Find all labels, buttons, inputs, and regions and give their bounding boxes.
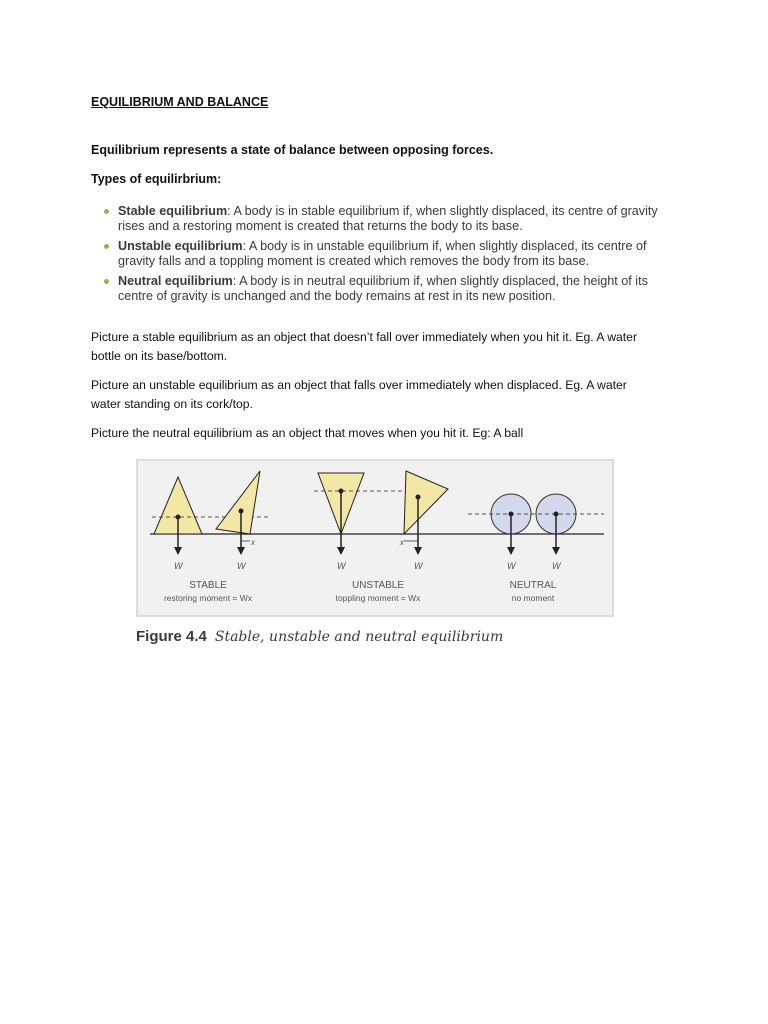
group-subtitle-neutral: no moment xyxy=(511,593,555,603)
group-title-neutral: NEUTRAL xyxy=(509,580,557,591)
bullet-dot-icon xyxy=(104,279,109,284)
bullet-text: : A body is in stable equilibrium if, when slightly displaced, its centre of gravity xyxy=(227,204,658,218)
equilibrium-diagram xyxy=(138,461,612,615)
bullet-term: Stable equilibrium xyxy=(118,204,228,218)
bullet-text: : A body is in unstable equilibrium if, when slightly displaced, its centre of xyxy=(242,239,647,253)
paragraph-stable xyxy=(91,328,681,366)
figure-caption-text: Stable, unstable and neutral equilibrium xyxy=(214,629,504,645)
bullet-dot-icon xyxy=(104,209,109,214)
paragraph-unstable xyxy=(91,376,681,414)
bullet-term: Unstable equilibrium xyxy=(118,239,243,253)
bullet-dot-icon xyxy=(104,244,109,249)
bullet-text: centre of gravity is unchanged and the body remains at rest in its new position. xyxy=(118,289,556,303)
bullet-term: Neutral equilibrium xyxy=(118,274,233,288)
figure-number: Figure 4.4 xyxy=(136,628,207,645)
document-heading: EQUILIBRIUM AND BALANCE xyxy=(91,95,269,109)
bullet-text: rises and a restoring moment is created that returns the body to its base. xyxy=(118,219,523,233)
list-item-stable xyxy=(103,204,713,234)
weight-label: W xyxy=(552,561,561,571)
weight-label: W xyxy=(174,561,183,571)
paragraph-neutral xyxy=(91,424,681,443)
paragraph-line: water standing on its cork/top. xyxy=(91,397,253,411)
paragraph-line: Picture an unstable equilibrium as an object that falls over immediately when displaced. Eg. A water xyxy=(91,378,627,392)
paragraph-line: Picture the neutral equilibrium as an object that moves when you hit it. Eg: A ball xyxy=(91,426,524,440)
equilibrium-figure xyxy=(136,459,614,617)
types-heading: Types of equilirbrium: xyxy=(91,172,222,186)
definition-text: Equilibrium represents a state of balance between opposing forces. xyxy=(91,143,494,157)
neutral-ball-2 xyxy=(536,494,576,555)
bullet-text: gravity falls and a toppling moment is created which removes the body from its base. xyxy=(118,254,590,268)
weight-label: W xyxy=(507,561,516,571)
displacement-label: x xyxy=(400,538,404,547)
equilibrium-types-list xyxy=(103,204,713,309)
figure-caption xyxy=(136,628,503,645)
group-title-stable: STABLE xyxy=(189,580,227,591)
weight-label: W xyxy=(337,561,346,571)
paragraph-line: Picture a stable equilibrium as an object that doesn’t fall over immediately when you hit it. Eg. A water xyxy=(91,330,638,344)
paragraph-line: bottle on its base/bottom. xyxy=(91,349,228,363)
weight-label: W xyxy=(237,561,246,571)
list-item-unstable xyxy=(103,239,713,269)
weight-label: W xyxy=(414,561,423,571)
bullet-text: : A body is in neutral equilibrium if, when slightly displaced, the height of its xyxy=(232,274,648,288)
group-subtitle-stable: restoring moment = Wx xyxy=(163,593,253,603)
neutral-ball-1 xyxy=(491,494,531,555)
list-item-neutral xyxy=(103,274,713,304)
displacement-label: x xyxy=(251,538,255,547)
group-subtitle-unstable: toppling moment = Wx xyxy=(335,593,421,603)
unstable-tilted-triangle xyxy=(404,471,448,555)
group-title-unstable: UNSTABLE xyxy=(351,580,405,591)
